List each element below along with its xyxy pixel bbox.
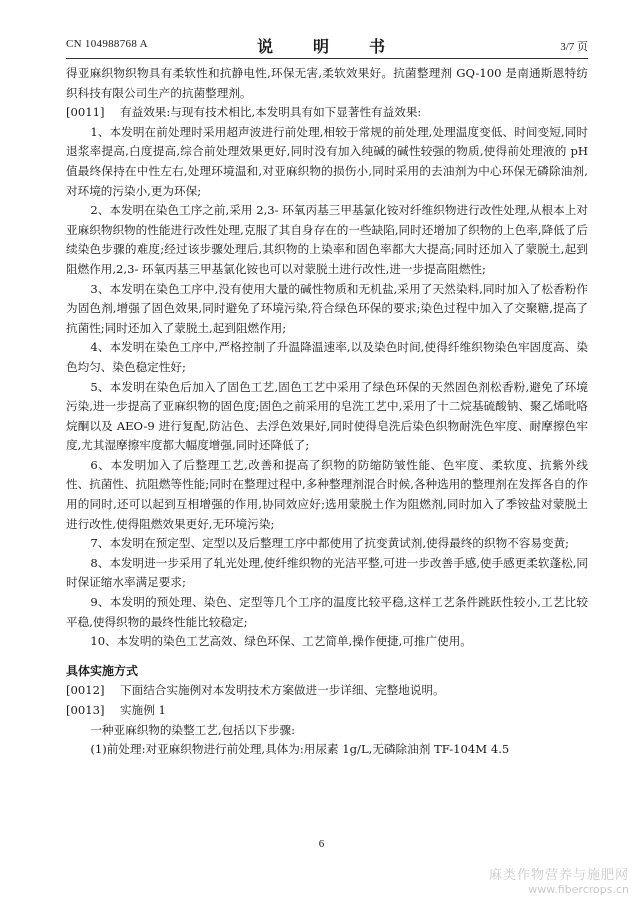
paragraph-0013: [66, 701, 588, 721]
example-step-1: (1)前处理:对亚麻织物进行前处理,具体为:用尿素 1g/L,无磷除油剂 TF-104M 4.5: [90, 742, 510, 757]
paragraph-number: [0011]: [66, 105, 105, 120]
effect-item-10: 10、本发明的染色工艺高效、绿色环保、工艺简单,操作便捷,可推广使用。: [90, 634, 472, 649]
paragraph-text: 下面结合实施例对本发明技术方案做进一步详细、完整地说明。: [120, 683, 445, 698]
example-intro: 一种亚麻织物的染整工艺,包括以下步骤:: [90, 722, 296, 737]
header-divider: [66, 58, 588, 59]
document-body: [66, 64, 588, 760]
page-indicator: 3/7 页: [560, 41, 588, 53]
page-number: 6: [318, 838, 325, 850]
document-number: CN 104988768 A: [66, 38, 148, 50]
paragraph-text: 有益效果:与现有技术相比,本发明具有如下显著性有益效果:: [120, 105, 422, 120]
watermark-url: www.fibercrops.cn: [528, 883, 629, 896]
effect-item-6: 6、本发明加入了后整理工艺,改善和提高了织物的防缩防皱性能、色牢度、柔软度、抗紫外线性、抗菌性、抗阻燃等性能;同时在整理过程中,多种整理剂混合时候,各种选用的整理剂在发挥各自的作用的同时,还可以起到互相增强的作用,协同效应好;选用蒙脱土作为阻燃剂,同时加入了季铵盐对蒙脱土进行改性,使得阻燃效果更好,无环境污染;: [66, 457, 588, 531]
paragraph-0012: [66, 681, 588, 701]
paragraph-text: 实施例 1: [120, 703, 166, 717]
section-heading: 具体实施方式: [66, 663, 139, 678]
site-watermark: [489, 864, 629, 896]
intro-paragraph: 得亚麻织物织物具有柔软性和抗静电性,环保无害,柔软效果好。抗菌整理剂 GQ-100 是南通斯恩特纺织科技有限公司生产的抗菌整理剂。: [66, 66, 588, 100]
page-header: [66, 34, 588, 56]
effect-item-9: 9、本发明的预处理、染色、定型等几个工序的温度比较平稳,这样工艺条件跳跃性较小,工艺比较平稳,使得织物的最终性能比较稳定;: [66, 595, 588, 629]
effect-item-7: 7、本发明在预定型、定型以及后整理工序中都使用了抗变黄试剂,使得最终的织物不容易变黄;: [90, 536, 570, 551]
watermark-title: 麻类作物营养与施肥网: [488, 868, 629, 883]
effect-item-5: 5、本发明在染色后加入了固色工艺,固色工艺中采用了绿色环保的天然固色剂松香粉,避免了环境污染,进一步提高了亚麻织物的固色度;固色之前采用的皂洗工艺中,采用了十二烷基硫酸钠、聚乙烯吡咯烷酮以及 AEO-9 进行复配,防沾色、去浮色效果好,同时使得皂洗后染色织物耐洗色牢度、耐摩擦色牢度,尤其湿摩擦牢度都大幅度增强,同时还降低了;: [66, 379, 588, 453]
effect-item-2: 2、本发明在染色工序之前,采用 2,3- 环氧丙基三甲基氯化铵对纤维织物进行改性处理,从根本上对亚麻织物织物的性能进行改性处理,克服了其自身存在的一些缺陷,同时还增加了织物的上色率,降低了后续染色步骤的难度;经过该步骤处理后,其织物的上染率和固色率都大大提高;同时还加入了蒙脱土,起到阻燃作用,2,3- 环氧丙基三甲基氯化铵也可以对蒙脱土进行改性,进一步提高阻燃性;: [66, 203, 588, 276]
effect-item-3: 3、本发明在染色工序中,没有使用大量的碱性物质和无机盐,采用了天然染料,同时加入了松香粉作为固色剂,增强了固色效果,同时避免了环境污染,符合绿色环保的要求;染色过程中加入了交聚糖,提高了抗菌性;同时还加入了蒙脱土,起到阻燃作用;: [66, 281, 588, 335]
effect-item-8: 8、本发明进一步采用了轧光处理,使纤维织物的光洁平整,可进一步改善手感,使手感更柔软蓬松,同时保证缩水率满足要求;: [66, 555, 588, 590]
paragraph-number: [0012]: [66, 683, 105, 698]
paragraph-number: [0013]: [66, 703, 105, 717]
document-title: 说 明 书: [256, 37, 397, 56]
effect-item-4: 4、本发明在染色工序中,严格控制了升温降温速率,以及染色时间,使得纤维织物染色牢固度高、染色均匀、染色稳定性好;: [66, 340, 588, 374]
effect-item-1: 1、本发明在前处理时采用超声波进行前处理,相较于常规的前处理,处理温度变低、时间变短,同时退浆率提高,白度提高,综合前处理效果更好,同时没有加入纯碱的碱性较强的物质,使得前处理液的 pH 值最终保持在中性左右,处理环境温和,对亚麻织物的损伤小,同时采用的去油剂为中心环保无磷除油剂,对环境的污染小,更为环保;: [66, 124, 588, 198]
paragraph-0011: [66, 103, 588, 123]
